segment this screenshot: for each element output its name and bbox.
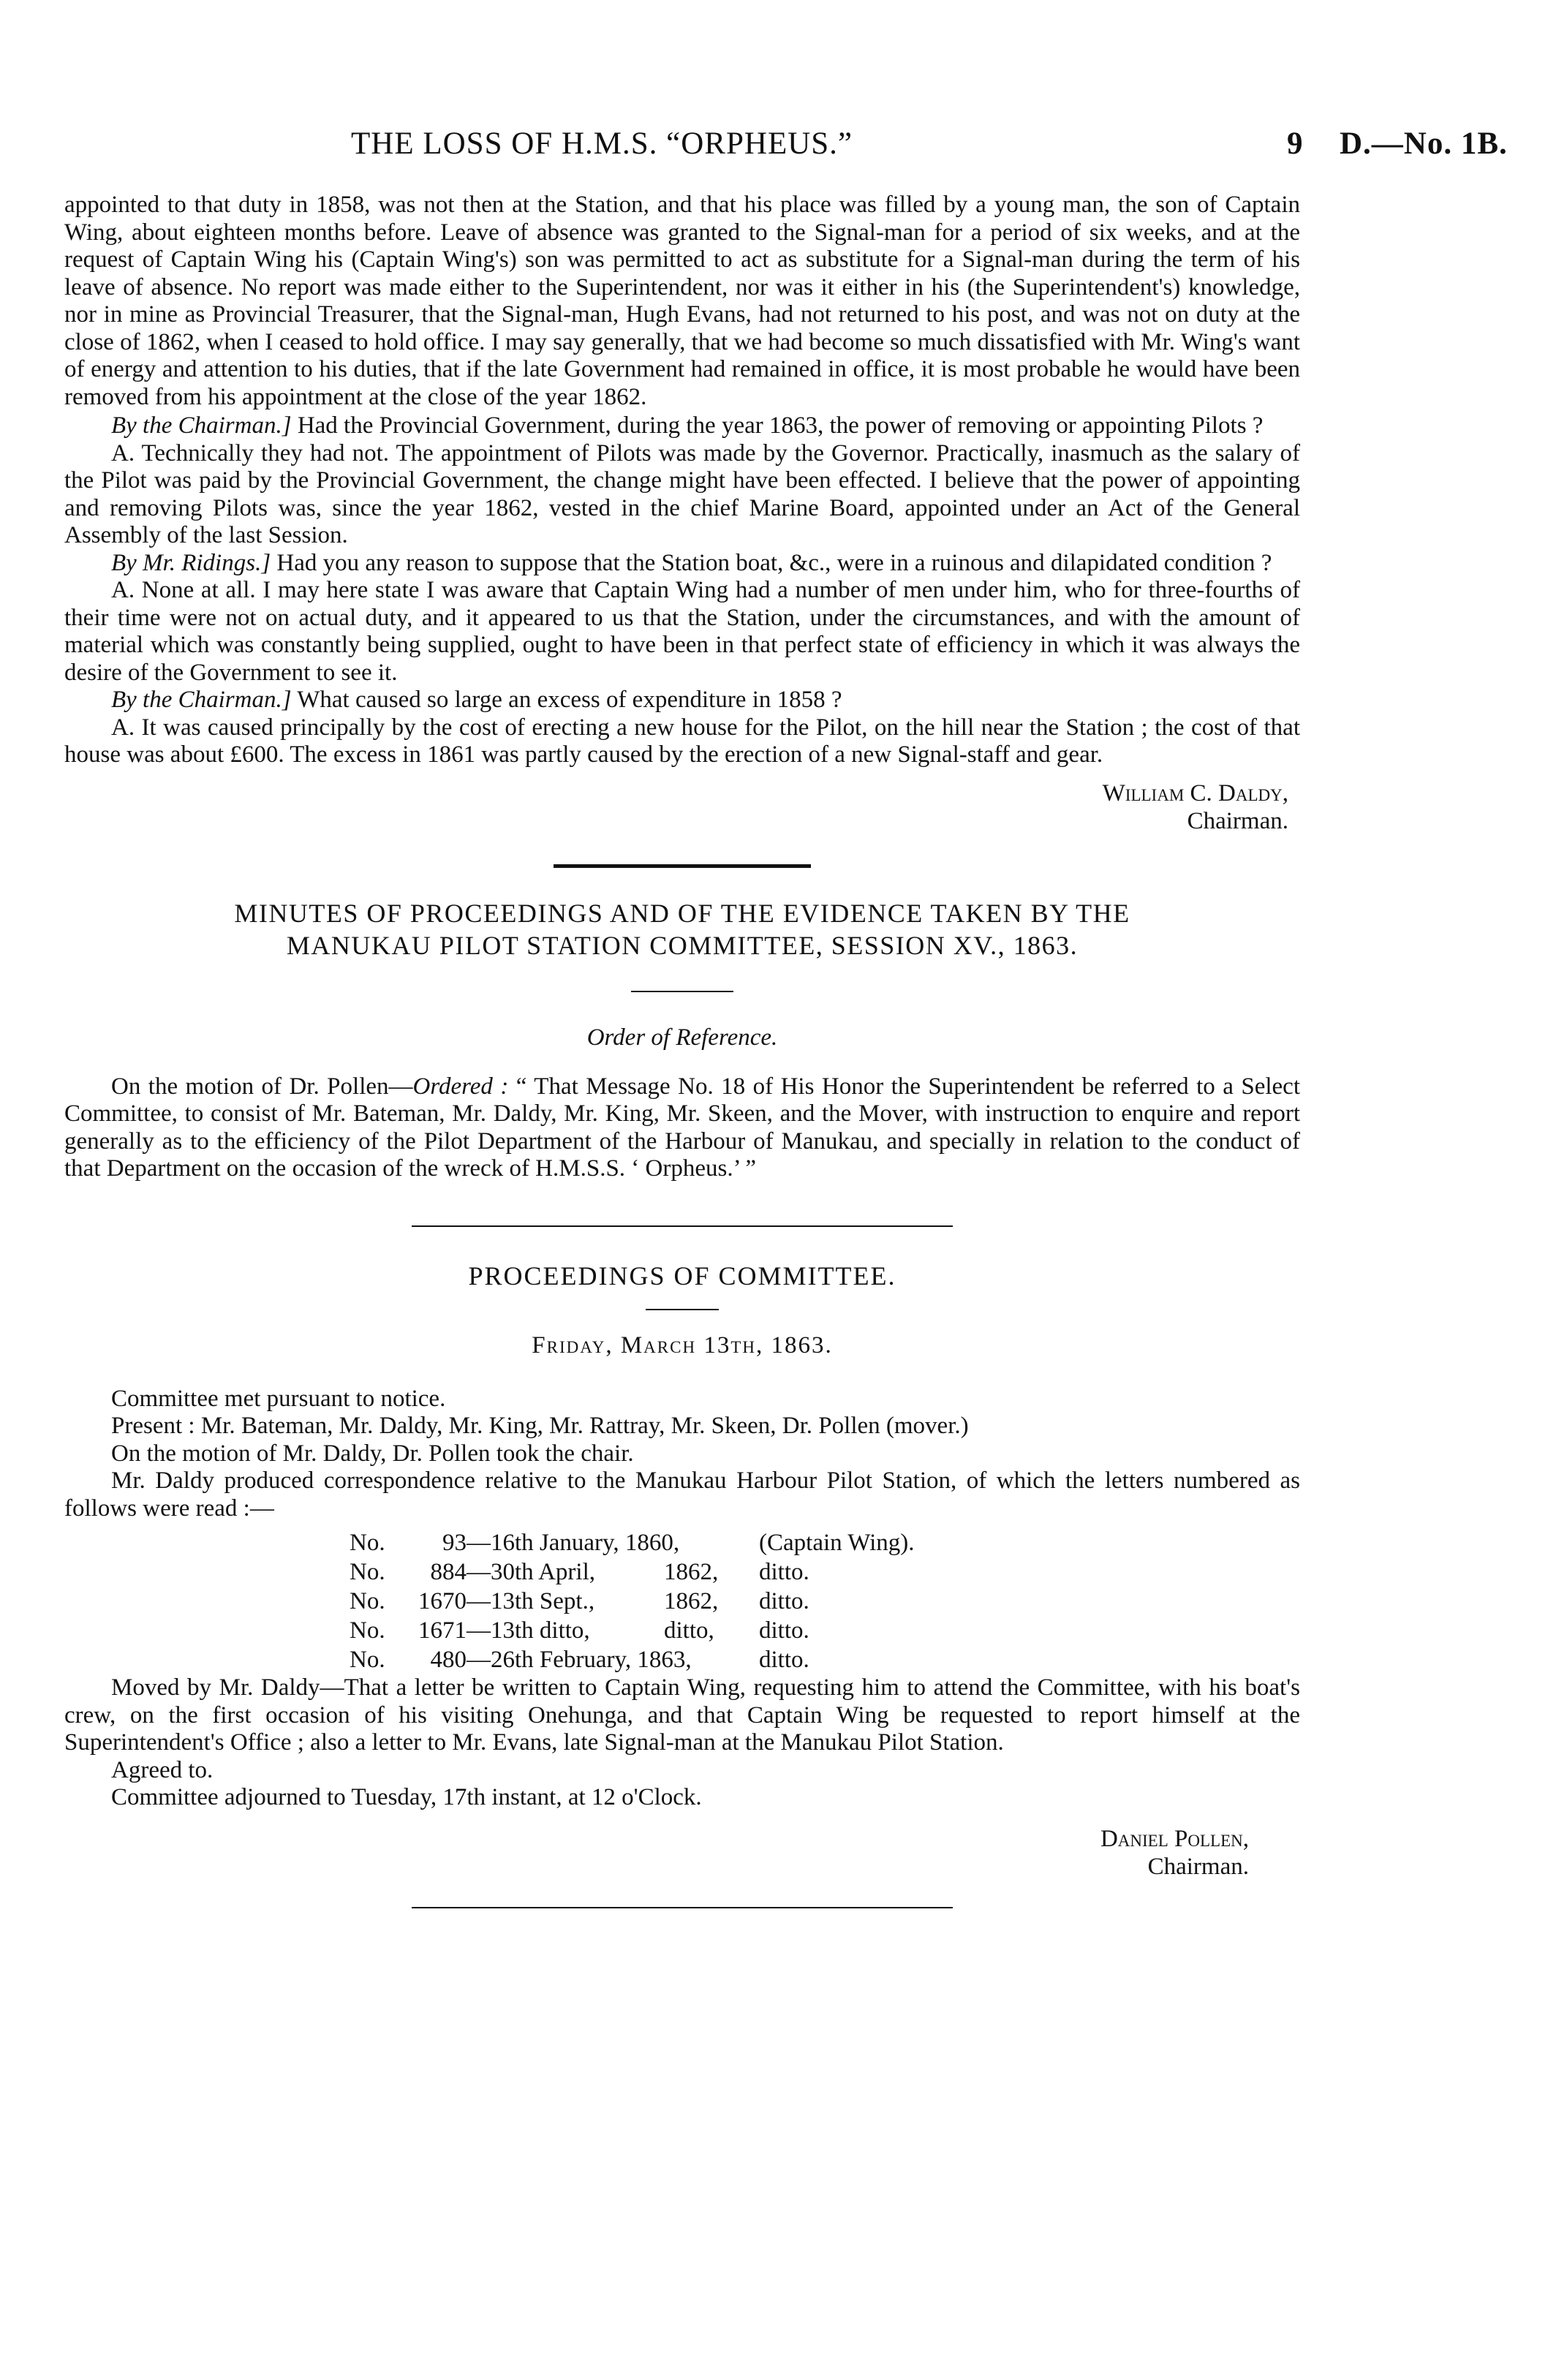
letter-no-label: No. [350,1530,385,1556]
section-divider [554,864,811,868]
letter-date: —26th February, 1863, [467,1647,692,1673]
signatory-name: William C. Daldy, [1102,779,1288,806]
letter-number: 884 [430,1559,467,1585]
letters-list [350,1528,1300,1674]
question-text: Had the Provincial Government, during the year 1863, the power of removing or appointing Pilots ? [291,412,1264,439]
letter-note: ditto. [759,1559,809,1585]
letter-note: (Captain Wing). [759,1530,915,1556]
running-header [0,126,1567,170]
letter-no-label: No. [350,1617,385,1644]
letter-year: ditto, [664,1617,714,1644]
letter-row [350,1645,1300,1674]
answer: A. Technically they had not. The appointment of Pilots was made by the Governor. Practically, inasmuch as the salary of the Pilot was paid by the Provincial Government, the change might have been effected. I believe that the power of appointing and removing Pilots was, since the year 1862, vested in the chief Marine Board, appointed under an Act of the General Assembly of the last Session. [64,439,1300,548]
proceedings-title: PROCEEDINGS OF COMMITTEE. [468,1261,896,1291]
minute-line: Agreed to. [111,1756,214,1783]
letter-number: 1671 [418,1617,467,1644]
signatory-name: Daniel Pollen, [1100,1825,1249,1852]
letter-date: —13th ditto, [467,1617,590,1644]
page-body [64,192,1300,1908]
question [64,550,1300,578]
order-of-reference-title: Order of Reference. [586,1024,778,1051]
minute-line: Moved by Mr. Daldy—That a letter be written to Captain Wing, requesting him to attend the Committee, with his boat's crew, on the first occasion of his visiting Onehunga, and that Captain Wing be requested to report himself at the Superintendent's Office ; also a letter to Mr. Evans, late Signal-man at the Manukau Pilot Station. [64,1674,1300,1756]
letter-row [350,1557,1300,1587]
minutes-heading-line: MANUKAU PILOT STATION COMMITTEE, SESSION XV., 1863. [286,930,1079,960]
letter-row [350,1587,1300,1616]
answer: A. None at all. I may here state I was aware that Captain Wing had a number of men under him, who for three-fourths of their time were not on actual duty, and it appeared to us that the Station, under the circumstances, and with the amount of material which was constantly being supplied, ought to have been in that perfect state of efficiency in which it was always the desire of the Government to see it. [64,577,1300,686]
letter-date: —30th April, [467,1559,596,1585]
questioner: By the Chairman.] [111,687,292,713]
letter-no-label: No. [350,1647,385,1673]
minute-line: Committee adjourned to Tuesday, 17th instant, at 12 o'Clock. [111,1784,702,1810]
running-title: THE LOSS OF H.M.S. “ORPHEUS.” [351,126,853,161]
evidence-paragraph: appointed to that duty in 1858, was not then at the Station, and that his place was filled by a young man, the son of Captain Wing, about eighteen months before. Leave of absence was granted to the Signal-man for a period of six weeks, and at the request of Captain Wing his (Captain Wing's) son was permitted to act as substitute for a Signal-man during the term of his leave of absence. No report was made either to the Superintendent, nor was it either in his (the Superintendent's) knowledge, nor in mine as Provincial Treasurer, that the Signal-man, Hugh Evans, had not returned to his post, and was not on duty at the close of 1862, when I ceased to hold office. I may say generally, that we had become so much dissatisfied with Mr. Wing's want of energy and attention to his duties, that if the late Government had remained in office, it is most probable he would have been removed from his appointment at the close of the year 1862. [64,192,1300,410]
letter-date: —16th January, 1860, [467,1530,680,1556]
letter-row [350,1528,1300,1557]
signature-block [64,1825,1249,1881]
letter-number: 480 [430,1647,467,1673]
letter-no-label: No. [350,1559,385,1585]
letter-number: 93 [442,1530,467,1556]
minutes-heading-line: MINUTES OF PROCEEDINGS AND OF THE EVIDENCE TAKEN BY THE [234,898,1130,928]
minute-line: On the motion of Mr. Daldy, Dr. Pollen took the chair. [111,1440,634,1467]
minutes-heading [64,897,1300,962]
letter-note: ditto. [759,1588,809,1614]
answer: A. It was caused principally by the cost of erecting a new house for the Pilot, on the hill near the Station ; the cost of that house was about £600. The excess in 1861 was partly caused by the erection of a new Signal-staff and gear. [64,714,1300,768]
question-text: What caused so large an excess of expenditure in 1858 ? [291,687,842,713]
letter-row [350,1616,1300,1645]
short-divider [631,991,733,992]
question [64,687,1300,714]
letter-date: —13th Sept., [467,1588,595,1614]
order-text: “ That Message No. 18 of His Honor the Superintendent be referred to a Select Committee, to consist of Mr. Bateman, Mr. Daldy, Mr. King, Mr. Skeen, and the Mover, with instruction to enquire and report generally as to the efficiency of the Pilot Department of the Harbour of Manukau, and specially in relation to the conduct of that Department on the occasion of the wreck of H.M.S.S. ‘ Orpheus.’ ” [64,1073,1300,1182]
order-lead: On the motion of Dr. Pollen— [111,1073,413,1100]
page-number: 9 [1287,126,1303,161]
document-reference: D.—No. 1B. [1340,126,1508,161]
letter-note: ditto. [759,1617,809,1644]
questioner: By the Chairman.] [111,412,292,439]
ordered-label: Ordered : [412,1073,509,1100]
section-divider [412,1225,953,1227]
question-text: Had you any reason to suppose that the Station boat, &c., were in a ruinous and dilapidated condition ? [271,549,1272,576]
minute-line: Mr. Daldy produced correspondence relative to the Manukau Harbour Pilot Station, of which the letters numbered as follows were read :— [64,1467,1300,1522]
letter-number: 1670 [418,1588,467,1614]
signature-block [64,779,1288,835]
question [64,412,1300,440]
meeting-date: Friday, March 13th, 1863. [532,1331,833,1359]
section-divider [412,1907,953,1908]
questioner: By Mr. Ridings.] [111,549,271,576]
minute-line: Present : Mr. Bateman, Mr. Daldy, Mr. King, Mr. Rattray, Mr. Skeen, Dr. Pollen (mover.) [111,1413,969,1439]
letter-year: 1862, [664,1588,719,1614]
signatory-role: Chairman. [1187,807,1288,834]
signatory-role: Chairman. [1147,1853,1249,1880]
minute-line: Committee met pursuant to notice. [111,1385,446,1412]
letter-no-label: No. [350,1588,385,1614]
letter-year: 1862, [664,1559,719,1585]
letter-note: ditto. [759,1647,809,1673]
order-of-reference [64,1073,1300,1183]
short-divider [646,1309,719,1310]
